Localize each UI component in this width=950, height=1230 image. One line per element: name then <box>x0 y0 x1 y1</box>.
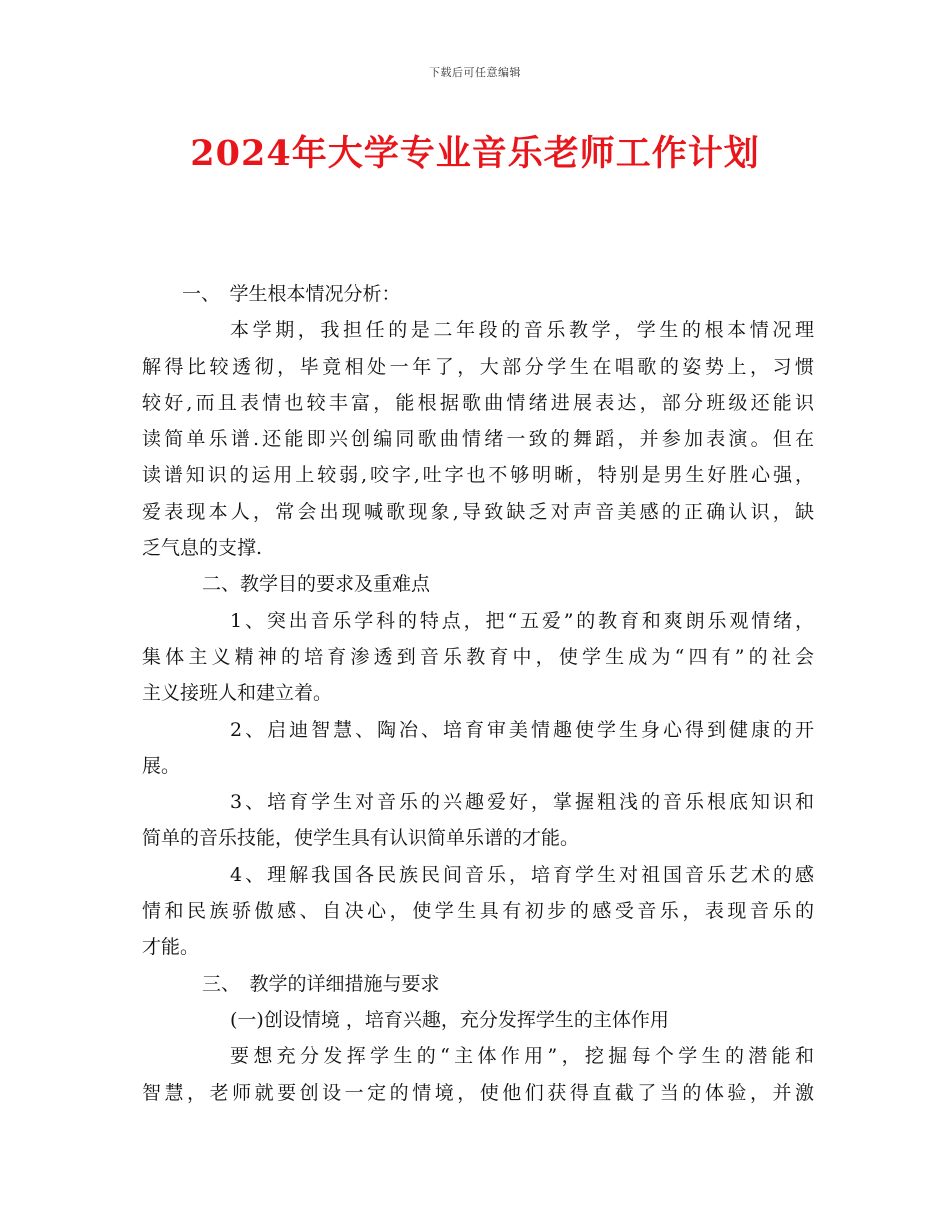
paragraph-line: 1、突出音乐学科的特点，把“五爱”的教育和爽朗乐观情绪， <box>230 609 814 632</box>
paragraph-line: 展。 <box>142 754 181 777</box>
paragraph-line: 读谱知识的运用上较弱,咬字,吐字也不够明晰，特别是男生好胜心强， <box>142 464 814 487</box>
paragraph-line: 3、培育学生对音乐的兴趣爱好，掌握粗浅的音乐根底知识和 <box>230 791 814 814</box>
paragraph-line: 本学期，我担任的是二年段的音乐教学，学生的根本情况理 <box>230 319 814 342</box>
paragraph-line: 集体主义精神的培育渗透到音乐教育中，使学生成为“四有”的社会 <box>142 645 814 668</box>
paragraph-line: 读简单乐谱.还能即兴创编同歌曲情绪一致的舞蹈，并参加表演。但在 <box>142 428 814 451</box>
paragraph-line: 主义接班人和建立着。 <box>142 682 333 705</box>
paragraph-line: 乏气息的支撑. <box>142 537 263 560</box>
paragraph-line: 爱表现本人，常会出现喊歌现象,导致缺乏对声音美感的正确认识，缺 <box>142 500 814 523</box>
paragraph-line: 智慧，老师就要创设一定的情境，使他们获得直截了当的体验，并激 <box>142 1081 814 1104</box>
section-heading-3: 三、 教学的详细措施与要求 <box>202 972 440 995</box>
paragraph-line: 较好,而且表情也较丰富，能根据歌曲情绪进展表达，部分班级还能识 <box>142 391 814 414</box>
document-body <box>142 276 814 1111</box>
section-heading-2: 二、教学目的要求及重难点 <box>202 573 431 596</box>
paragraph-line: 简单的音乐技能，使学生具有认识简单乐谱的才能。 <box>142 827 580 850</box>
paragraph-line: 情和民族骄傲感、自决心，使学生具有初步的感受音乐，表现音乐的 <box>142 900 814 923</box>
document-title: 2024年大学专业音乐老师工作计划 <box>190 133 760 174</box>
subsection-heading: (一)创设情境 ，培育兴趣，充分发挥学生的主体作用 <box>230 1008 669 1031</box>
paragraph-line: 才能。 <box>142 936 200 959</box>
paragraph-line: 4、理解我国各民族民间音乐，培育学生对祖国音乐艺术的感 <box>230 863 814 886</box>
paragraph-line: 解得比较透彻，毕竟相处一年了，大部分学生在唱歌的姿势上，习惯 <box>142 355 814 378</box>
header-note: 下载后可任意编辑 <box>429 66 521 79</box>
section-heading-1: 一、 学生根本情况分析： <box>182 283 401 305</box>
paragraph-line: 2、启迪智慧、陶冶、培育审美情趣使学生身心得到健康的开 <box>230 718 814 741</box>
paragraph-line: 要想充分发挥学生的“主体作用”，挖掘每个学生的潜能和 <box>230 1045 814 1068</box>
